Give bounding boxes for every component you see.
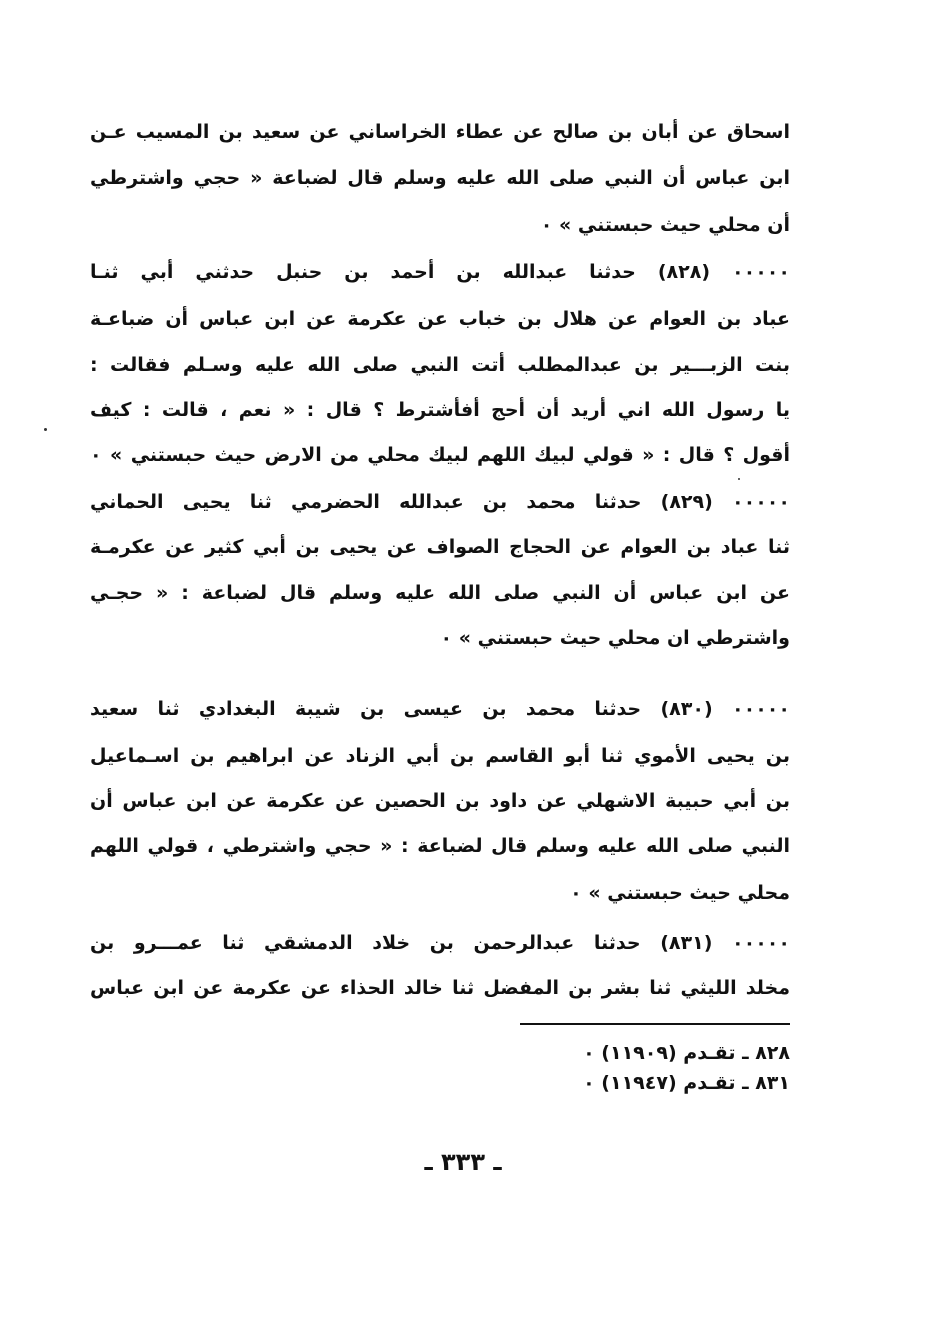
text-line: محلي حيث حبستني » ٠ [570, 882, 790, 904]
text-line: ابن عباس أن النبي صلى الله عليه وسلم قال لضباعة « حجي واشترطي [90, 167, 790, 189]
text-line: ٠٠٠٠٠ (٨٣١) حدثنا عبدالرحمن بن خلاد الدمشقي ثنا عمـــرو بن [90, 932, 790, 954]
scan-speck [738, 478, 740, 480]
footnote: ٨٣١ ـ تقـدم (١١٩٤٧) ٠ [583, 1072, 790, 1094]
scan-speck [44, 428, 47, 431]
text-line: بن يحيى الأموي ثنا أبو القاسم بن أبي الزناد عن ابراهيم بن اسـماعيل [90, 745, 790, 767]
text-line: واشترطي ان محلي حيث حبستني » ٠ [440, 627, 790, 649]
text-line: ٠٠٠٠٠ (٨٢٨) حدثنا عبدالله بن أحمد بن حنبل حدثني أبي ثنـا [90, 261, 790, 283]
text-line: النبي صلى الله عليه وسلم قال لضباعة : « حجي واشترطي ، قولي اللهم [90, 835, 790, 857]
text-line: ٠٠٠٠٠ (٨٣٠) حدثنا محمد بن عيسى بن شيبة البغدادي ثنا سعيد [90, 698, 790, 720]
page-number: ـ ٣٣٣ ـ [424, 1148, 502, 1176]
text-line: ثنا عباد بن العوام عن الحجاج الصواف عن يحيى بن أبي كثير عن عكرمـة [90, 536, 790, 558]
text-line: أقول ؟ قال : « قولي لبيك اللهم لبيك محلي من الارض حيث حبستني » ٠ [90, 444, 790, 466]
text-line: أن محلي حيث حبستني » ٠ [540, 214, 790, 236]
text-line: بن أبي حبيبة الاشهلي عن داود بن الحصين عن عكرمة عن ابن عباس أن [90, 790, 790, 812]
footnote: ٨٢٨ ـ تقـدم (١١٩٠٩) ٠ [583, 1042, 790, 1064]
footnote-divider [520, 1023, 790, 1025]
text-line: مخلد الليثي ثنا بشر بن المفضل ثنا خالد الحذاء عن عكرمة عن ابن عباس [90, 977, 790, 999]
text-line: عن ابن عباس أن النبي صلى الله عليه وسلم قال لضباعة : « حجـي [90, 582, 790, 604]
text-line: ٠٠٠٠٠ (٨٢٩) حدثنا محمد بن عبدالله الحضرمي ثنا يحيى الحماني [90, 491, 790, 513]
text-line: اسحاق عن أبان بن صالح عن عطاء الخراساني عن سعيد بن المسيب عـن [90, 121, 790, 143]
text-line: يا رسول الله اني أريد أن أحج أفأشترط ؟ قال : « نعم ، قالت : كيف [90, 399, 790, 421]
text-line: عباد بن العوام عن هلال بن خباب عن عكرمة عن ابن عباس أن ضباعـة [90, 308, 790, 330]
text-line: بنت الزبـــير بن عبدالمطلب أتت النبي صلى الله عليه وسـلم فقالت : [90, 354, 790, 376]
